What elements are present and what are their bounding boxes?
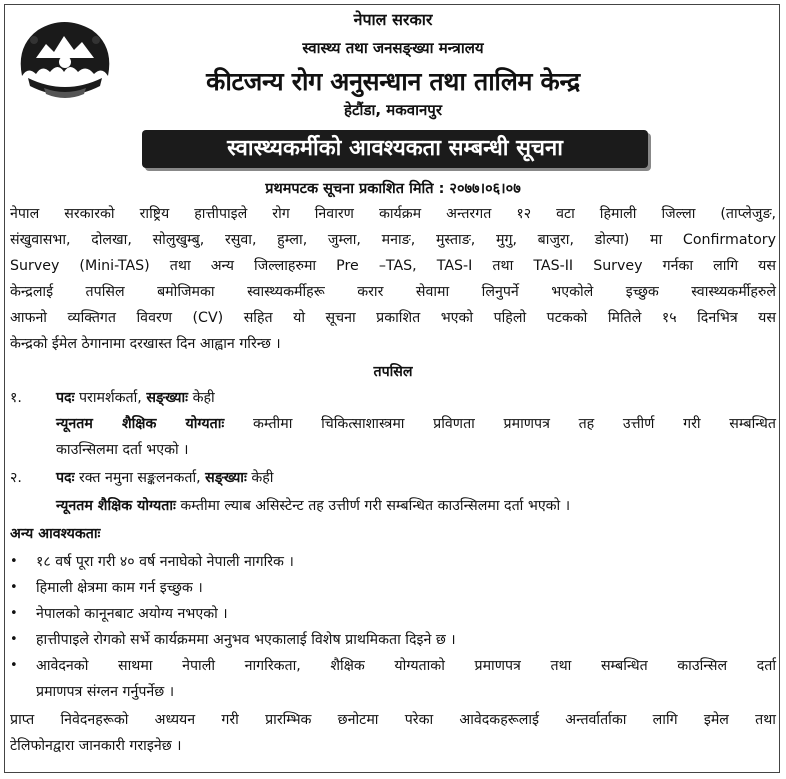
- closing-line: टेलिफोनद्वारा जानकारी गराइनेछ ।: [10, 738, 182, 754]
- ministry-name: स्वास्थ्य तथा जनसङ्ख्या मन्त्रालय: [302, 39, 484, 57]
- post-value: परामर्शकर्ता,: [78, 390, 142, 406]
- qualification-label: न्यूनतम शैक्षिक योग्यताः: [56, 498, 176, 514]
- notice-title: स्वास्थ्यकर्मीको आवश्यकता सम्बन्धी सूचना: [142, 130, 648, 168]
- bullet-icon: •: [10, 580, 18, 595]
- other-requirements-heading: अन्य आवश्यकताः: [10, 526, 101, 542]
- count-value: केही: [192, 390, 215, 406]
- qualification-text: कम्तीमा ल्याब असिस्टेन्ट तह उत्तीर्ण गरी सम्बन्धित काउन्सिलमा दर्ता भएको ।: [180, 498, 571, 514]
- qualification-line: [56, 494, 570, 518]
- count-label: सङ्ख्याः: [205, 470, 247, 486]
- government-name: नेपाल सरकार: [353, 10, 433, 29]
- qualification-label: न्यूनतम शैक्षिक योग्यताः: [56, 416, 225, 432]
- intro-line: संखुवासभा, दोलखा, सोलुखुम्बु, रसुवा, हुम्ला, जुम्ला, मनाङ, मुस्ताङ, मुगु, बाजुरा, डोल्पा) मा Confirmatory: [10, 232, 776, 248]
- details-heading: तपसिल: [373, 364, 413, 380]
- organization-name: कीटजन्य रोग अनुसन्धान तथा तालिम केन्द्र: [206, 67, 580, 96]
- intro-line: आफनो व्यक्तिगत विवरण (CV) सहित यो सूचना प्रकाशित भएको पहिलो पटकको मितिले १५ दिनभित्र यस: [10, 310, 776, 326]
- closing-line: प्राप्त निवेदनहरूको अध्ययन गरी प्रारम्भिक छनोटमा परेका आवेदकहरूलाई अन्तर्वार्ताका लागि इमेल तथा: [10, 712, 776, 728]
- intro-line: केन्द्रलाई तपसिल बमोजिमका स्वास्थ्यकर्मीहरू करार सेवामा लिनुपर्ने भएकोले इच्छुक स्वास्थ्यकर्मीहरुले: [10, 284, 776, 300]
- position-number: २.: [10, 470, 22, 486]
- bullet-icon: •: [10, 632, 18, 647]
- count-label: सङ्ख्याः: [146, 390, 189, 406]
- position-number: १.: [10, 390, 22, 406]
- intro-line: केन्द्रको ईमेल ठेगानामा दरखास्त दिन आह्वान गरिन्छ ।: [10, 336, 281, 352]
- qualification-line: [56, 412, 776, 436]
- count-value: केही: [251, 470, 274, 486]
- post-label: पदः: [56, 390, 75, 406]
- requirement-item: हिमाली क्षेत्रमा काम गर्न इच्छुक ।: [36, 580, 203, 596]
- bullet-icon: •: [10, 658, 18, 673]
- publish-date: प्रथमपटक सूचना प्रकाशित मिति : २०७७।०६।०७: [265, 181, 521, 197]
- requirement-item: नेपालको कानूनबाट अयोग्य नभएको ।: [36, 606, 228, 622]
- intro-line: नेपाल सरकारको राष्ट्रिय हात्तीपाइले रोग निवारण कार्यक्रम अन्तरगत १२ वटा हिमाली जिल्ला (ताप्लेजुङ,: [10, 206, 776, 222]
- post-value: रक्त नमुना सङ्कलनकर्ता,: [78, 470, 201, 486]
- requirement-item: आवेदनको साथमा नेपाली नागरिकता, शैक्षिक योग्यताको प्रमाणपत्र तथा सम्बन्धित काउन्सिल दर्ता: [36, 658, 776, 674]
- qualification-text: कम्तीमा चिकित्साशास्त्रमा प्रविणता प्रमाणपत्र तह उत्तीर्ण गरी सम्बन्धित: [252, 416, 776, 432]
- qualification-line: काउन्सिलमा दर्ता भएको ।: [56, 442, 189, 458]
- requirement-item-continued: प्रमाणपत्र संग्लन गर्नुपर्नेछ ।: [36, 684, 175, 700]
- post-label: पदः: [56, 470, 75, 486]
- bullet-icon: •: [10, 606, 18, 621]
- requirement-item: हात्तीपाइले रोगको सर्भे कार्यक्रममा अनुभव भएकालाई विशेष प्राथमिकता दिइने छ ।: [36, 632, 456, 648]
- intro-line: Survey (Mini-TAS) तथा अन्य जिल्लाहरुमा Pre –TAS, TAS-I तथा TAS-II Survey गर्नका लागि यस: [10, 258, 776, 274]
- position-post-line: [56, 386, 215, 410]
- bullet-icon: •: [10, 554, 18, 569]
- requirement-item: १८ वर्ष पूरा गरी ४० वर्ष ननाघेको नेपाली नागरिक ।: [36, 554, 294, 570]
- position-post-line: [56, 466, 273, 490]
- organization-location: हेटौंडा, मकवानपुर: [344, 101, 442, 119]
